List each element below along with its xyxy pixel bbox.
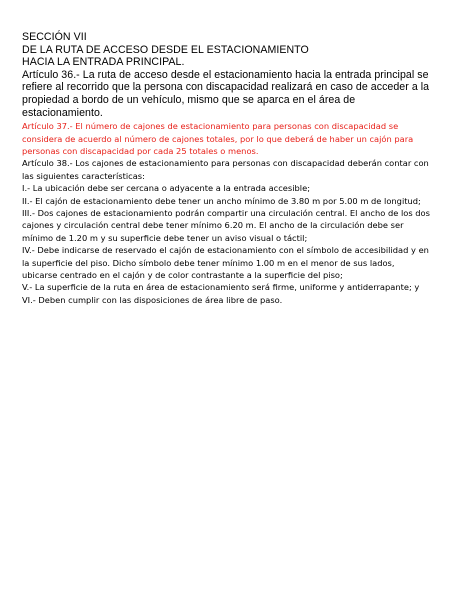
article-37: Artículo 37.- El número de cajones de estacionamiento para personas con discapacidad se considera de acuerdo al número de cajones totales, por lo que deberá de haber un cajón para personas con discapacidad por cada 25 totales o menos. [22,121,414,156]
section-heading [22,31,432,69]
section-title: SECCIÓN VII [22,31,87,43]
article-38-item-v: V.- La superficie de la ruta en área de estacionamiento será firme, uniforme y antiderrapante; y [22,282,420,293]
document-body [22,31,432,306]
section-subtitle-line-2: HACIA LA ENTRADA PRINCIPAL. [22,56,185,69]
article-38-item-iv: IV.- Debe indicarse de reservado el cajón de estacionamiento con el símbolo de accesibilidad y en la superficie del piso. Dicho símbolo debe tener mínimo 1.00 m en el menor de sus lados, ubicarse centrado en el cajón y de color contrastante a la superficie del piso; [22,245,429,281]
article-38-item-i: I.- La ubicación debe ser cercana o adyacente a la entrada accesible; [22,183,310,194]
article-36: Artículo 36.- La ruta de acceso desde el estacionamiento hacia la entrada principal se refiere al recorrido que la persona con discapacidad realizará en caso de acceder a la propiedad a bordo de un vehículo, mismo que se aparca en el área de estacionamiento. [22,68,430,119]
article-38-item-ii: II.- El cajón de estacionamiento debe tener un ancho mínimo de 3.80 m por 5.00 m de longitud; [22,195,421,206]
article-38-intro: Artículo 38.- Los cajones de estacionamiento para personas con discapacidad deberán contar con las siguientes características: [22,158,429,181]
section-subtitle-line-1: DE LA RUTA DE ACCESO DESDE EL ESTACIONAMIENTO [22,43,309,56]
article-38-item-vi: VI.- Deben cumplir con las disposiciones de área libre de paso. [22,294,283,305]
article-38-item-iii: III.- Dos cajones de estacionamiento podrán compartir una circulación central. El ancho de los dos cajones y circulación central debe tener mínimo 6.20 m. El ancho de la circulación debe ser mínimo de 1.20 m y su superficie debe tener un aviso visual o táctil; [22,208,430,243]
